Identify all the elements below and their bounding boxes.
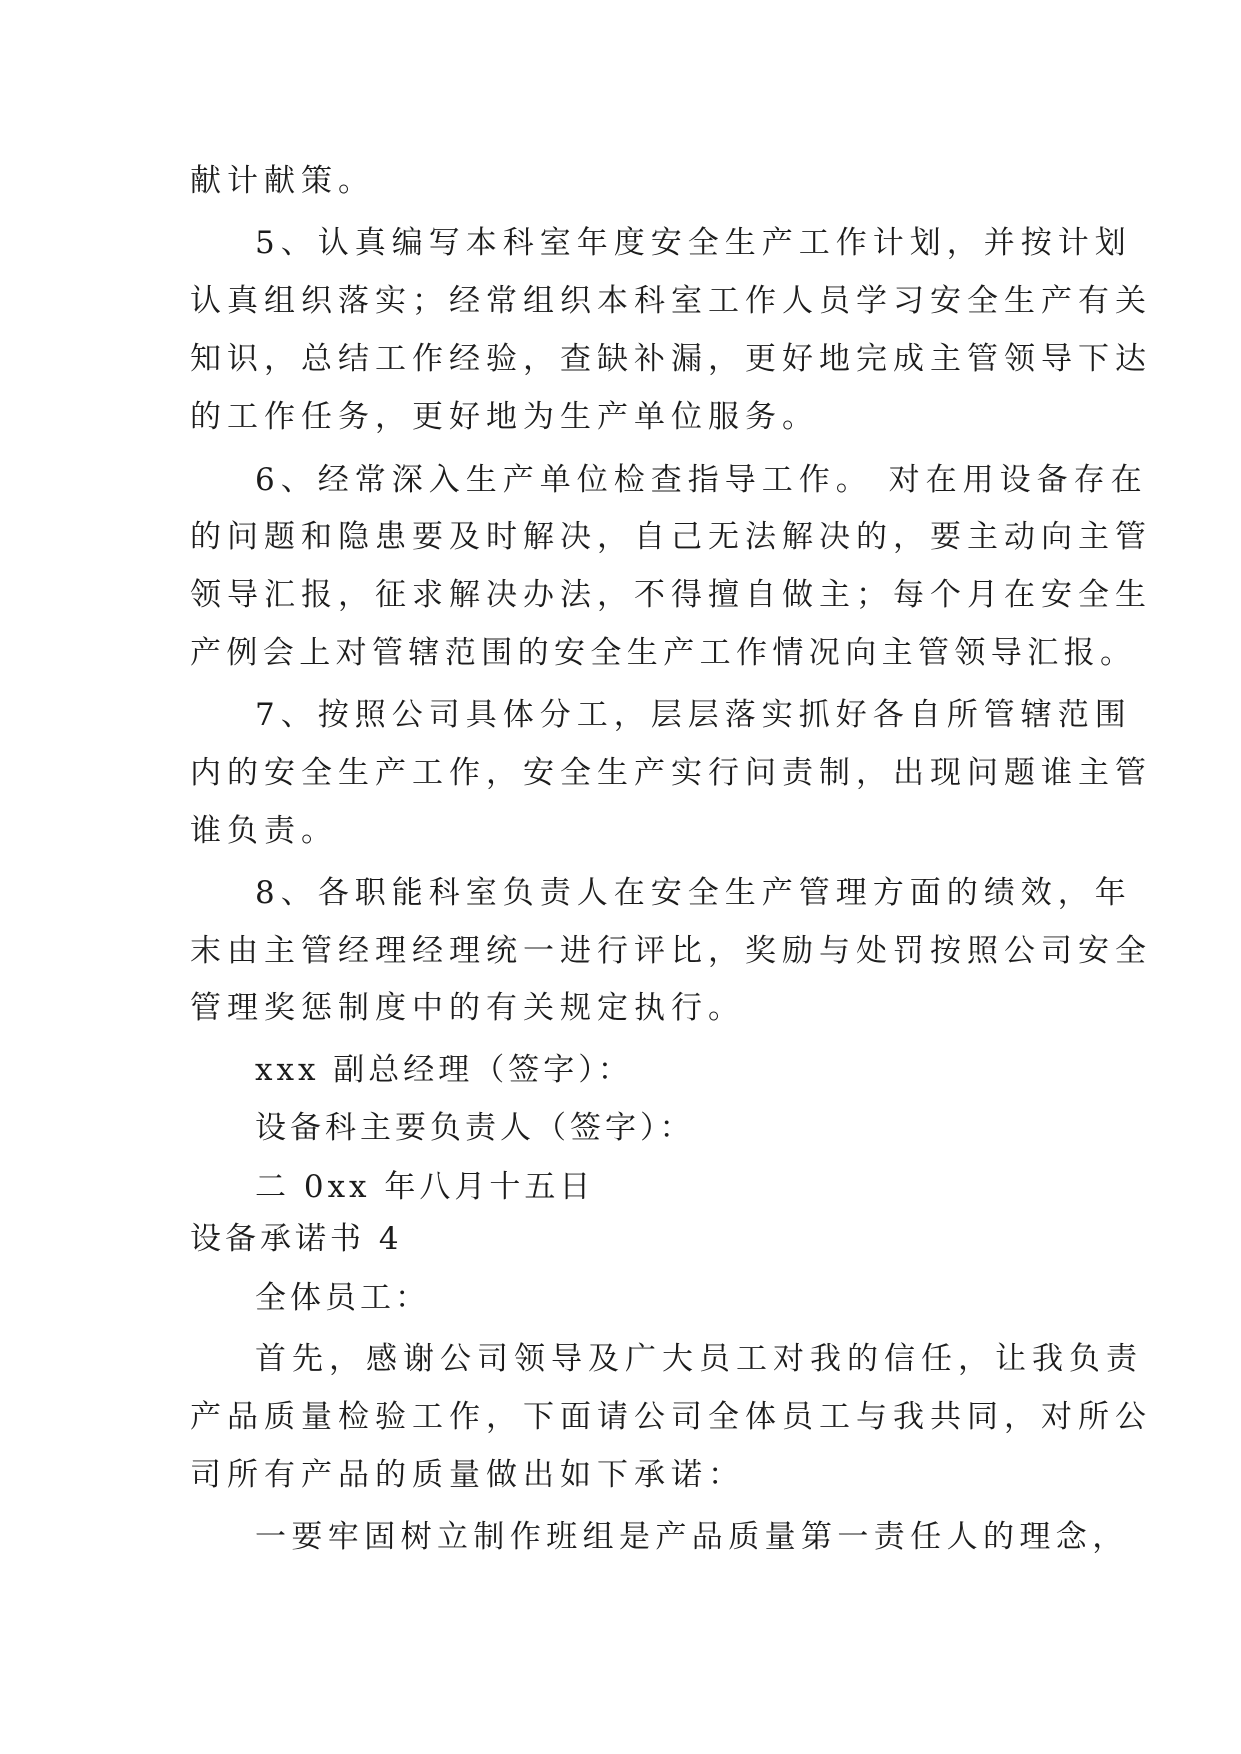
text-line: 产品质量检验工作，下面请公司全体员工与我共同，对所公	[190, 1399, 1152, 1435]
text-line: 8、各职能科室负责人在安全生产管理方面的绩效，年	[255, 875, 1132, 911]
text-line: 认真组织落实；经常组织本科室工作人员学习安全生产有关	[190, 283, 1152, 319]
text-line: 谁负责。	[190, 813, 338, 849]
signature-line: xxx 副总经理（签字）：	[255, 1052, 633, 1088]
text-line: 产例会上对管辖范围的安全生产工作情况向主管领导汇报。	[190, 635, 1137, 671]
section-title: 设备承诺书 4	[190, 1221, 403, 1257]
text-line: 知识，总结工作经验，查缺补漏，更好地完成主管领导下达	[190, 341, 1152, 377]
text-line: 末由主管经理经理统一进行评比，奖励与处罚按照公司安全	[190, 933, 1152, 969]
text-line: 领导汇报，征求解决办法，不得擅自做主；每个月在安全生	[190, 577, 1152, 613]
text-line: 内的安全生产工作，安全生产实行问责制，出现问题谁主管	[190, 755, 1152, 791]
text-line: 一要牢固树立制作班组是产品质量第一责任人的理念，	[255, 1519, 1129, 1555]
text-line: 的问题和隐患要及时解决，自己无法解决的，要主动向主管	[190, 519, 1152, 555]
text-line: 司所有产品的质量做出如下承诺：	[190, 1457, 745, 1493]
text-line: 5、认真编写本科室年度安全生产工作计划，并按计划	[255, 225, 1132, 261]
text-line: 的工作任务，更好地为生产单位服务。	[190, 399, 819, 435]
salutation: 全体员工：	[255, 1280, 430, 1316]
signature-line: 设备科主要负责人（签字）：	[255, 1110, 695, 1146]
text-line: 6、经常深入生产单位检查指导工作。 对在用设备存在	[255, 462, 1148, 498]
text-line: 管理奖惩制度中的有关规定执行。	[190, 990, 745, 1026]
text-line: 献计献策。	[190, 163, 375, 199]
text-line: 7、按照公司具体分工，层层落实抓好各自所管辖范围	[255, 697, 1132, 733]
date-line: 二 0xx 年八月十五日	[255, 1169, 595, 1205]
text-line: 首先，感谢公司领导及广大员工对我的信任，让我负责	[255, 1341, 1143, 1377]
